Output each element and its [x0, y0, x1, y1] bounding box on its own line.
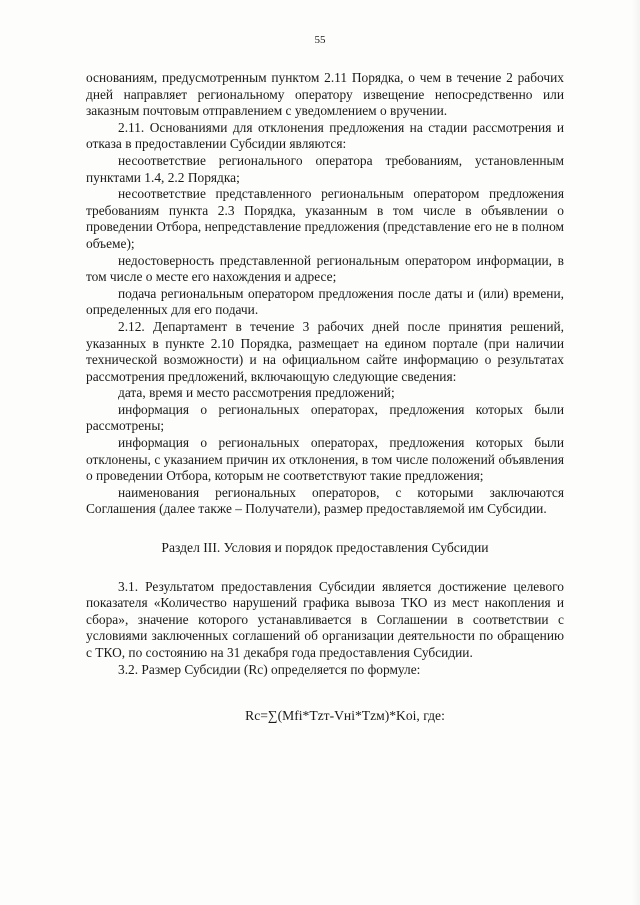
subsidy-formula: Rc=∑(Mfi*Tzт-Vнi*Tzм)*Koi, где:: [245, 708, 445, 724]
paragraph: 3.2. Размер Субсидии (Rc) определяется по формуле:: [118, 661, 421, 677]
paragraphs-before-section: [86, 70, 564, 518]
paragraph: информация о региональных операторах, предложения которых были рассмотрены;: [86, 401, 564, 434]
section-heading: Раздел III. Условия и порядок предоставления Субсидии: [161, 540, 489, 556]
paragraph: основаниям, предусмотренным пунктом 2.11 Порядка, о чем в течение 2 рабочих дней направляет региональному оператору извещение непосредственно или заказным почтовым отправлением с уведомлением о вручении.: [86, 70, 564, 119]
paragraphs-after-section: [86, 579, 564, 679]
page-number: 55: [314, 34, 326, 46]
paragraph: 2.11. Основаниями для отклонения предложения на стадии рассмотрения и отказа в предоставлении Субсидии являются:: [86, 119, 564, 152]
paragraph: 3.1. Результатом предоставления Субсидии является достижение целевого показателя «Количество нарушений графика вывоза ТКО из мест накопления и сбора», значение которого устанавливается в Соглашении в соответствии с условиями заключенных соглашений об организации деятельности по обращению с ТКО, по состоянию на 31 декабря года предоставления Субсидии.: [86, 578, 564, 660]
document-body: [86, 70, 564, 725]
paragraph: информация о региональных операторах, предложения которых были отклонены, с указанием причин их отклонения, в том числе положений объявления о проведении Отбора, которым не соответствуют такие предложения;: [86, 435, 564, 484]
paragraph: наименования региональных операторов, с которыми заключаются Соглашения (далее также – Получатели), размер предоставляемой им Субсидии.: [86, 484, 564, 517]
paragraph: 2.12. Департамент в течение 3 рабочих дней после принятия решений, указанных в пункте 2.10 Порядка, размещает на едином портале (при наличии технической возможности) и на официальном сайте информацию о результатах рассмотрения предложений, включающую следующие сведения:: [86, 318, 564, 384]
paragraph: несоответствие регионального оператора требованиям, установленным пунктами 1.4, 2.2 Порядка;: [86, 152, 564, 185]
scan-edge-shadow: [632, 0, 640, 905]
paragraph: подача региональным оператором предложения после даты и (или) времени, определенных для его подачи.: [86, 285, 564, 318]
paragraph: дата, время и место рассмотрения предложений;: [118, 385, 395, 401]
paragraph: недостоверность представленной региональным оператором информации, в том числе о месте его нахождения и адресе;: [86, 252, 564, 285]
paragraph: несоответствие представленного региональным оператором предложения требованиям пункта 2.3 Порядка, указанным в том числе в объявлении о проведении Отбора, непредставление предложения (представление его не в полном объеме);: [86, 186, 564, 251]
